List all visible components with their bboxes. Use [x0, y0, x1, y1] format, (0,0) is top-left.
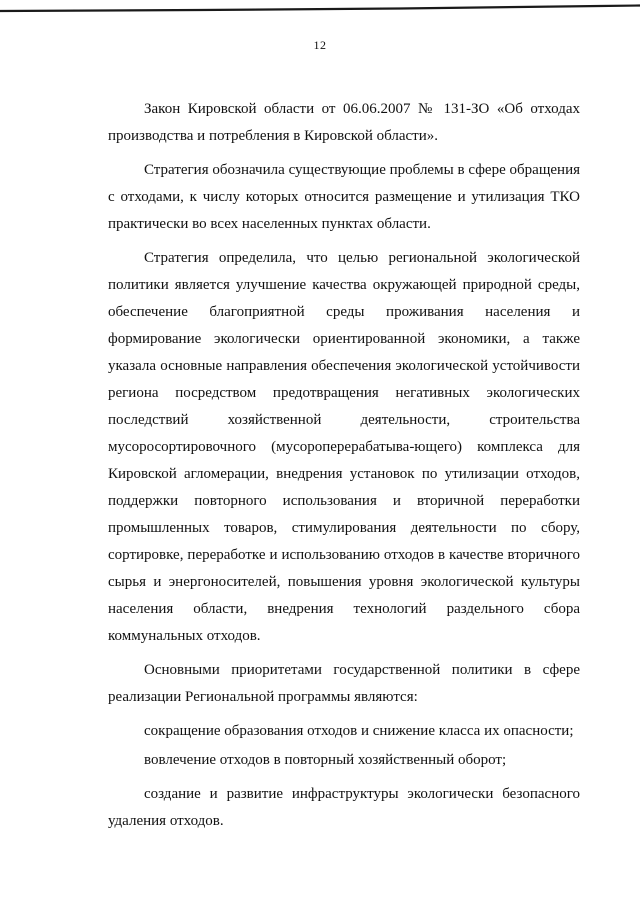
paragraph-priorities-intro: Основными приоритетами государственной политики в сфере реализации Региональной программы являются: — [108, 662, 580, 705]
document-body — [108, 96, 580, 835]
paragraph-strategy-problems: Стратегия обозначила существующие проблемы в сфере обращения с отходами, к числу которых относится размещение и утилизация ТКО практически во всех населенных пунктах области. — [108, 162, 580, 232]
priority-item: создание и развитие инфраструктуры экологически безопасного удаления отходов. — [108, 786, 580, 829]
paragraph-law-reference: Закон Кировской области от 06.06.2007 № 131-ЗО «Об отходах производства и потребления в Кировской области». — [108, 101, 580, 144]
scan-top-edge — [0, 0, 640, 14]
paragraph-strategy-goals: Стратегия определила, что целью региональной экологической политики является улучшение качества окружающей природной среды, обеспечение благоприятной среды проживания населения и формирование экологически ориентированной экономики, а также указала основные направления обеспечения экологической устойчивости региона посредством предотвращения негативных экологических последствий хозяйственной деятельности, строительства мусоросортировочного (мусороперерабатыва-ющего) комплекса для Кировской агломерации, внедрения установок по утилизации отходов, поддержки повторного использования и вторичной переработки промышленных товаров, стимулирования деятельности по сбору, сортировке, переработке и использованию отходов в качестве вторичного сырья и энергоносителей, повышения уровня экологической культуры населения области, внедрения технологий раздельного сбора коммунальных отходов. — [108, 250, 580, 644]
page-number: 12 — [313, 38, 327, 52]
priority-item: сокращение образования отходов и снижение класса их опасности; — [144, 723, 574, 739]
priority-item: вовлечение отходов в повторный хозяйственный оборот; — [144, 752, 507, 768]
